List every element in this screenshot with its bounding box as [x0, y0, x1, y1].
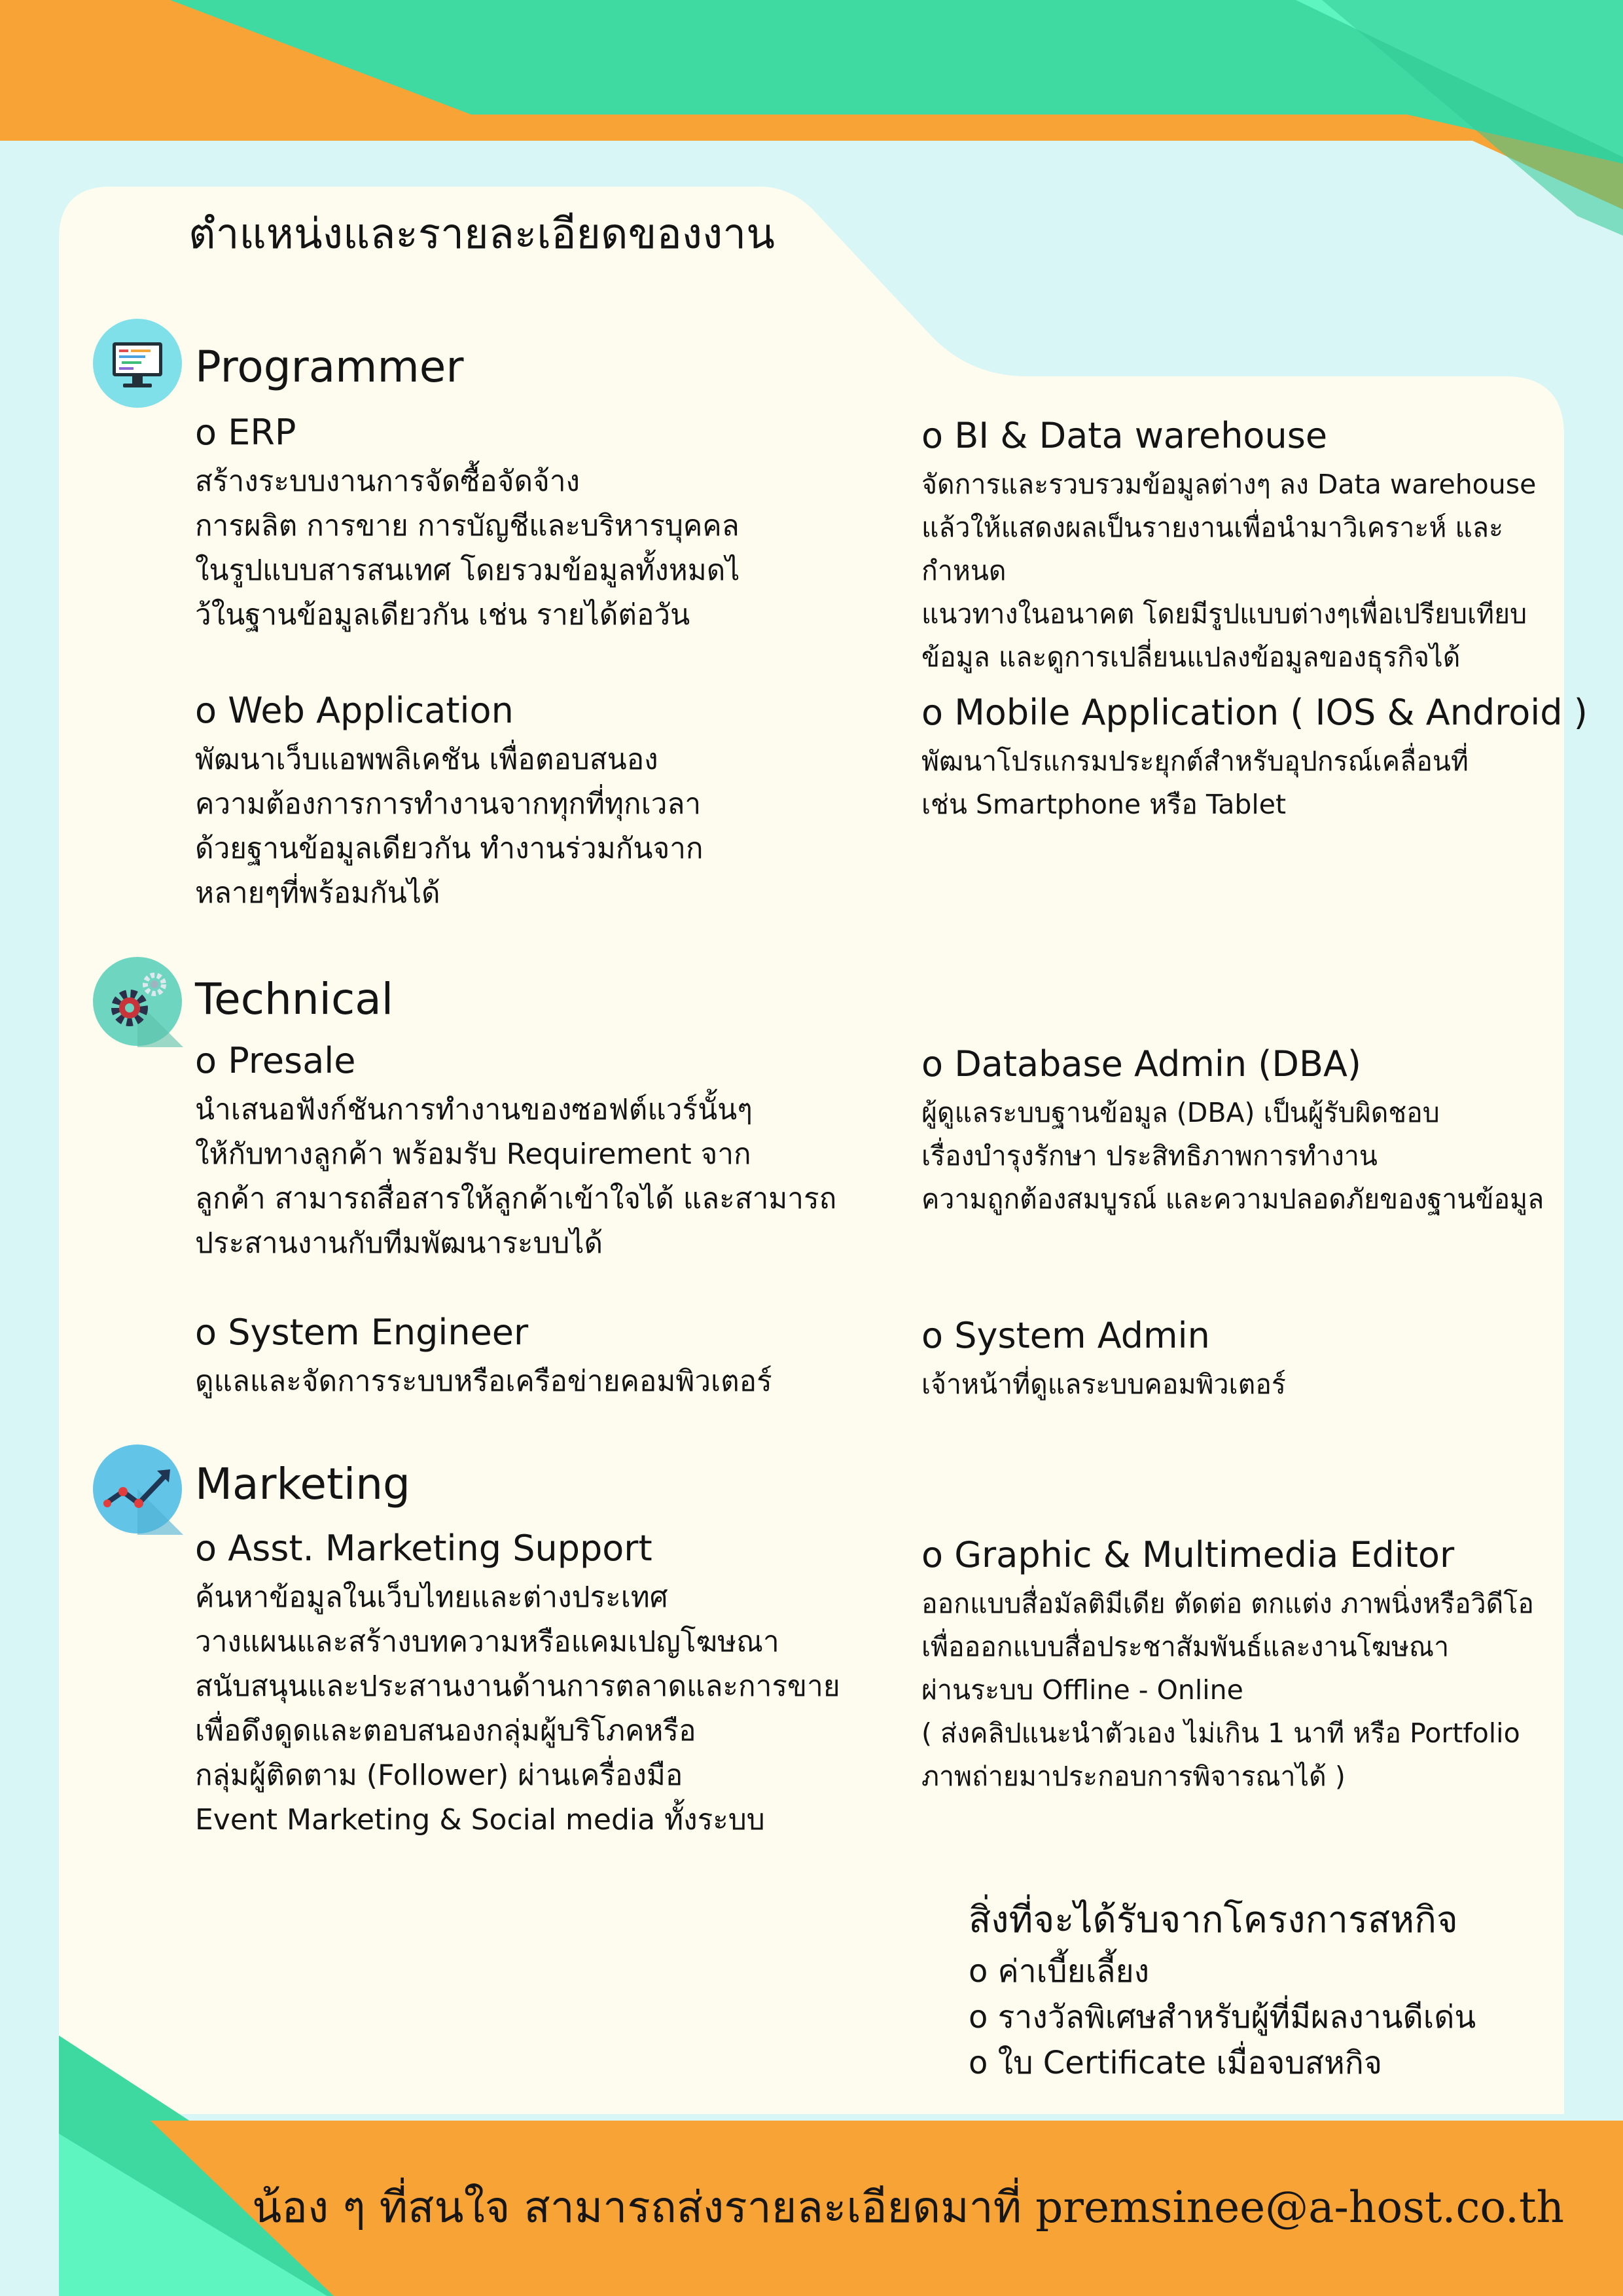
job-desc-line: เช่น Smartphone หรือ Tablet — [921, 789, 1287, 821]
category-marketing: Marketing — [195, 1459, 410, 1509]
computer-monitor-code-icon — [92, 317, 183, 409]
job-desc-line: ว้ในฐานข้อมูลเดียวกัน เช่น รายได้ต่อวัน — [195, 598, 690, 632]
job-desc-line: Event Marketing & Social media ทั้งระบบ — [195, 1803, 765, 1837]
job-desc-line: ออกแบบสื่อมัลติมีเดีย ตัดต่อ ตกแต่ง ภาพนิ่งหรือวิดีโอ — [921, 1588, 1534, 1620]
page-title: ตำแหน่งและรายละเอียดของงาน — [188, 210, 775, 259]
job-title: o ERP — [195, 412, 296, 453]
job-desc-line: ความถูกต้องสมบูรณ์ และความปลอดภัยของฐานข้อมูล — [921, 1183, 1544, 1215]
job-title: o System Admin — [921, 1315, 1210, 1356]
job-desc-line: ในรูปแบบสารสนเทศ โดยรวมข้อมูลทั้งหมดไ — [195, 554, 740, 588]
job-title: o Graphic & Multimedia Editor — [921, 1534, 1455, 1575]
job-desc-line: ( ส่งคลิปแนะนำตัวเอง ไม่เกิน 1 นาที หรือ Portfolio — [921, 1717, 1520, 1749]
job-desc-line: ความต้องการการทำงานจากทุกที่ทุกเวลา — [195, 787, 702, 821]
job-title: o BI & Data warehouse — [921, 415, 1328, 456]
job-desc-line: นำเสนอฟังก์ชันการทำงานของซอฟต์แวร์นั้นๆ — [195, 1093, 753, 1127]
category-programmer: Programmer — [195, 342, 464, 392]
job-title: o Database Admin (DBA) — [921, 1043, 1361, 1085]
job-graphic-multimedia-editor — [921, 1535, 1576, 1798]
job-desc-line: ผู้ดูแลระบบฐานข้อมูล (DBA) เป็นผู้รับผิดชอบ — [921, 1097, 1440, 1129]
job-desc-line: ดูแลและจัดการระบบหรือเครือข่ายคอมพิวเตอร์ — [195, 1365, 772, 1399]
job-asst-marketing-support — [195, 1528, 915, 1842]
job-desc-line: ให้กับทางลูกค้า พร้อมรับ Requirement จาก — [195, 1138, 751, 1172]
job-mobile-application — [921, 692, 1588, 826]
job-desc-line: เพื่อออกแบบสื่อประชาสัมพันธ์และงานโฆษณา — [921, 1631, 1450, 1663]
job-title: o Asst. Marketing Support — [195, 1528, 652, 1569]
benefit-item: o ใบ Certificate เมื่อจบสหกิจ — [969, 2045, 1382, 2082]
footer-contact: น้อง ๆ ที่สนใจ สามารถส่งรายละเอียดมาที่ premsinee@a-host.co.th — [252, 2182, 1564, 2233]
job-desc-line: เพื่อดึงดูดและตอบสนองกลุ่มผู้บริโภคหรือ — [195, 1714, 696, 1748]
category-technical: Technical — [195, 974, 394, 1024]
job-desc-line: จัดการและรวบรวมข้อมูลต่างๆ ลง Data warehouse — [921, 469, 1537, 501]
job-system-engineer — [195, 1312, 915, 1404]
job-desc-line: ประสานงานกับทีมพัฒนาระบบได้ — [195, 1227, 603, 1261]
job-desc-line: แนวทางในอนาคต โดยมีรูปแบบต่างๆเพื่อเปรียบเทียบ — [921, 598, 1527, 630]
job-database-admin — [921, 1044, 1576, 1221]
job-desc-line: วางแผนและสร้างบทความหรือแคมเปญโฆษณา — [195, 1625, 779, 1659]
job-desc-line: กลุ่มผู้ติดตาม (Follower) ผ่านเครื่องมือ — [195, 1759, 683, 1793]
job-desc-line: ลูกค้า สามารถสื่อสารให้ลูกค้าเข้าใจได้ และสามารถ — [195, 1182, 837, 1216]
benefit-item: o ค่าเบี้ยเลี้ยง — [969, 1953, 1150, 1990]
job-desc-line: ผ่านระบบ Offline - Online — [921, 1674, 1243, 1706]
job-desc-line: สนับสนุนและประสานงานด้านการตลาดและการขาย — [195, 1670, 840, 1704]
job-desc-line: ข้อมูล และดูการเปลี่ยนแปลงข้อมูลของธุรกิจได้ — [921, 641, 1461, 673]
job-bi — [921, 416, 1576, 679]
trend-chart-icon — [92, 1443, 183, 1535]
job-desc-line: พัฒนาโปรแกรมประยุกต์สำหรับอุปกรณ์เคลื่อนที่ — [921, 745, 1469, 778]
job-desc-line: การผลิต การขาย การบัญชีและบริหารบุคคล — [195, 509, 740, 543]
gear-icon — [92, 956, 183, 1047]
job-desc-line: พัฒนาเว็บแอพพลิเคชัน เพื่อตอบสนอง — [195, 743, 658, 777]
job-title: o Presale — [195, 1040, 356, 1081]
benefits-title: สิ่งที่จะได้รับจากโครงการสหกิจ — [969, 1899, 1458, 1941]
job-desc-line: ด้วยฐานข้อมูลเดียวกัน ทำงานร่วมกันจาก — [195, 832, 704, 866]
job-erp — [195, 412, 915, 637]
job-presale — [195, 1041, 915, 1266]
job-web-application — [195, 691, 915, 916]
job-desc-line: ภาพถ่ายมาประกอบการพิจารณาได้ ) — [921, 1761, 1346, 1793]
job-desc-line: สร้างระบบงานการจัดซื้อจัดจ้าง — [195, 465, 580, 499]
benefits-list — [969, 1948, 1476, 2086]
job-desc-line: หลายๆที่พร้อมกันได้ — [195, 876, 440, 910]
job-system-admin — [921, 1316, 1576, 1406]
benefit-item: o รางวัลพิเศษสำหรับผู้ที่มีผลงานดีเด่น — [969, 1999, 1476, 2036]
job-title: o Web Application — [195, 690, 514, 731]
job-desc-line: ค้นหาข้อมูลในเว็บไทยและต่างประเทศ — [195, 1581, 668, 1615]
job-desc-line: เรื่องบำรุงรักษา ประสิทธิภาพการทำงาน — [921, 1140, 1378, 1172]
benefits-section — [969, 1898, 1476, 2086]
job-desc-line: เจ้าหน้าที่ดูแลระบบคอมพิวเตอร์ — [921, 1369, 1286, 1401]
job-desc-line: แล้วให้แสดงผลเป็นรายงานเพื่อนำมาวิเคราะห์ และกำหนด — [921, 512, 1503, 587]
job-title: o Mobile Application ( IOS & Android ) — [921, 692, 1588, 733]
job-title: o System Engineer — [195, 1312, 529, 1353]
